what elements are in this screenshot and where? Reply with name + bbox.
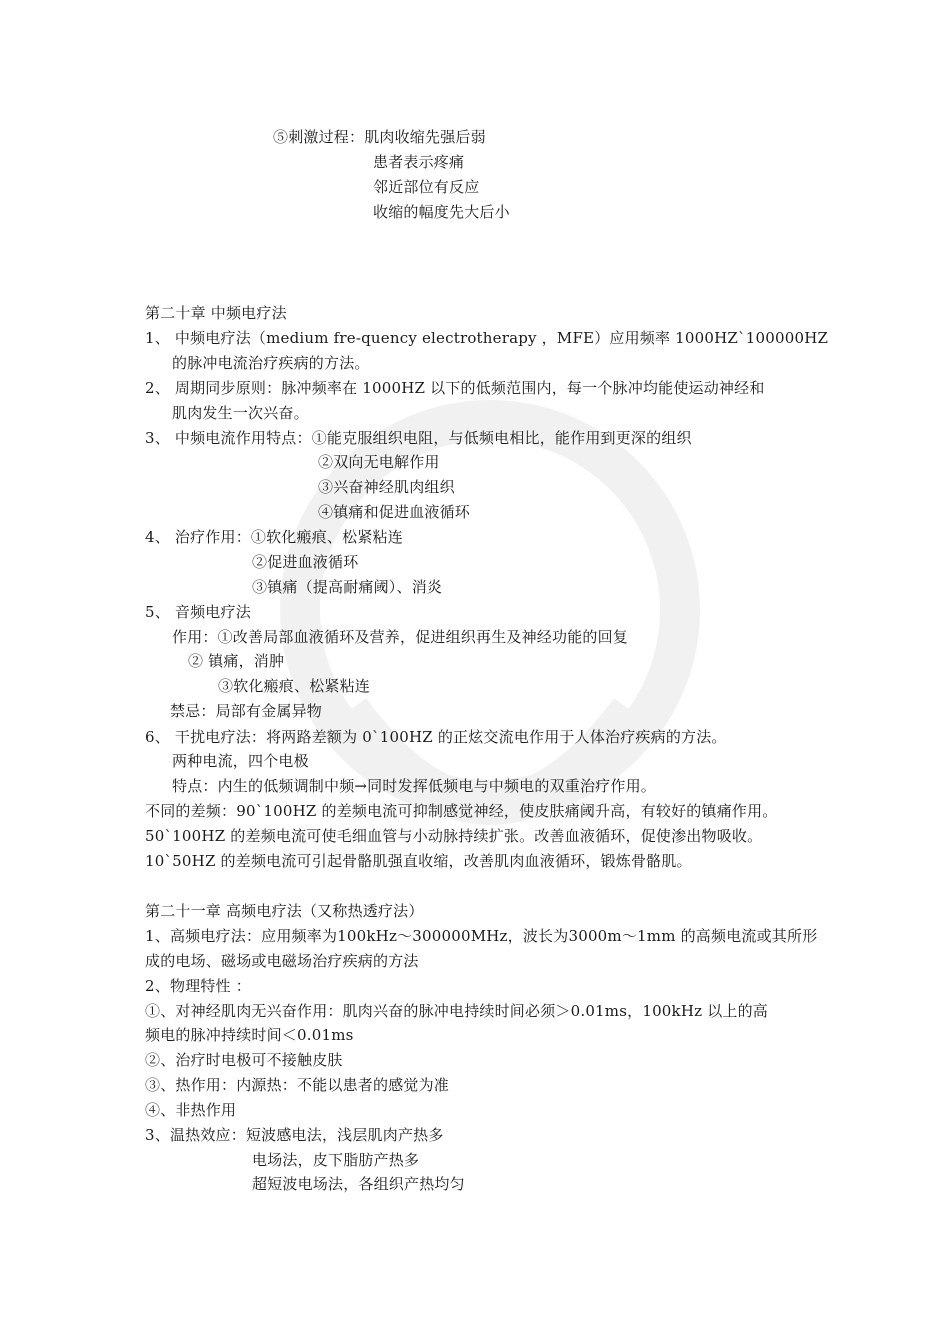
- ch20-line: ②双向无电解作用: [318, 453, 440, 471]
- ch20-line: 5、 音频电疗法: [145, 603, 251, 621]
- ch20-line: 6、 干扰电疗法：将两路差额为 0`100HZ 的正炫交流电作用于人体治疗疾病的方法。: [145, 728, 727, 746]
- ch20-line: ② 镇痛，消肿: [188, 652, 285, 670]
- chapter20-title: 第二十章 中频电疗法: [145, 304, 287, 322]
- ch20-line: 10`50HZ 的差频电流可引起骨骼肌强直收缩，改善肌肉血液循环，锻炼骨骼肌。: [145, 852, 692, 870]
- ch20-line: ③兴奋神经肌肉组织: [318, 478, 455, 496]
- ch20-line: 两种电流，四个电极: [172, 752, 309, 770]
- ch21-line: 2、物理特性 ：: [145, 977, 251, 995]
- ch21-line: ③、热作用：内源热：不能以患者的感觉为准: [145, 1076, 450, 1094]
- ch20-line: ④镇痛和促进血液循环: [318, 503, 471, 521]
- stimulus-line-1: 患者表示疼痛: [373, 153, 465, 171]
- ch20-line: 特点：内生的低频调制中频→同时发挥低频电与中频电的双重治疗作用。: [172, 777, 656, 795]
- ch21-line: 1、高频电疗法：应用频率为100kHz～300000MHz，波长为3000m～1mm 的高频电流或其所形: [145, 927, 818, 945]
- ch21-line: 电场法，皮下脂肪产热多: [252, 1151, 420, 1169]
- ch20-line: 的脉冲电流治疗疾病的方法。: [172, 354, 370, 372]
- ch21-line: 频电的脉冲持续时间＜0.01ms: [145, 1026, 354, 1044]
- ch21-line: 超短波电场法，各组织产热均匀: [252, 1175, 465, 1193]
- ch20-line: 50`100HZ 的差频电流可使毛细血管与小动脉持续扩张。改善血液循环，促使渗出物吸收。: [145, 827, 763, 845]
- ch20-line: 禁忌：局部有金属异物: [170, 702, 323, 720]
- ch21-line: ②、治疗时电极可不接触皮肤: [145, 1051, 343, 1069]
- ch21-line: ④、非热作用: [145, 1101, 237, 1119]
- ch20-line: ③镇痛（提高耐痛阈）、消炎: [252, 578, 443, 596]
- ch20-line: 肌肉发生一次兴奋。: [172, 404, 309, 422]
- ch20-line: 2、 周期同步原则：脉冲频率在 1000HZ 以下的低频范围内，每一个脉冲均能使运动神经和: [145, 379, 765, 397]
- ch20-line: 作用：①改善局部血液循环及营养，促进组织再生及神经功能的回复: [172, 628, 629, 646]
- chapter21-title: 第二十一章 高频电疗法（又称热透疗法）: [145, 902, 424, 920]
- ch20-line: 1、 中频电疗法（medium fre-quency electrotherapy ，MFE）应用频率 1000HZ`100000HZ: [145, 329, 829, 347]
- ch20-line: ②促进血液循环: [252, 553, 359, 571]
- ch21-line: 成的电场、磁场或电磁场治疗疾病的方法: [145, 952, 419, 970]
- ch20-line: 3、 中频电流作用特点：①能克服组织电阻，与低频电相比，能作用到更深的组织: [145, 429, 692, 447]
- stimulus-line-2: 邻近部位有反应: [373, 178, 480, 196]
- ch21-line: ①、对神经肌肉无兴奋作用：肌肉兴奋的脉冲电持续时间必须＞0.01ms，100kHz 以上的高: [145, 1002, 768, 1020]
- ch21-line: 3、温热效应：短波感电法，浅层肌肉产热多: [145, 1126, 444, 1144]
- stimulus-line-3: 收缩的幅度先大后小: [373, 203, 510, 221]
- ch20-line: 4、 治疗作用：①软化瘢痕、松紧粘连: [145, 528, 403, 546]
- ch20-line: 不同的差频：90`100HZ 的差频电流可抑制感觉神经，使皮肤痛阈升高，有较好的镇痛作用。: [145, 802, 778, 820]
- ch20-line: ③软化瘢痕、松紧粘连: [218, 677, 371, 695]
- stimulus-process-heading: ⑤刺激过程：肌肉收缩先强后弱: [273, 128, 486, 146]
